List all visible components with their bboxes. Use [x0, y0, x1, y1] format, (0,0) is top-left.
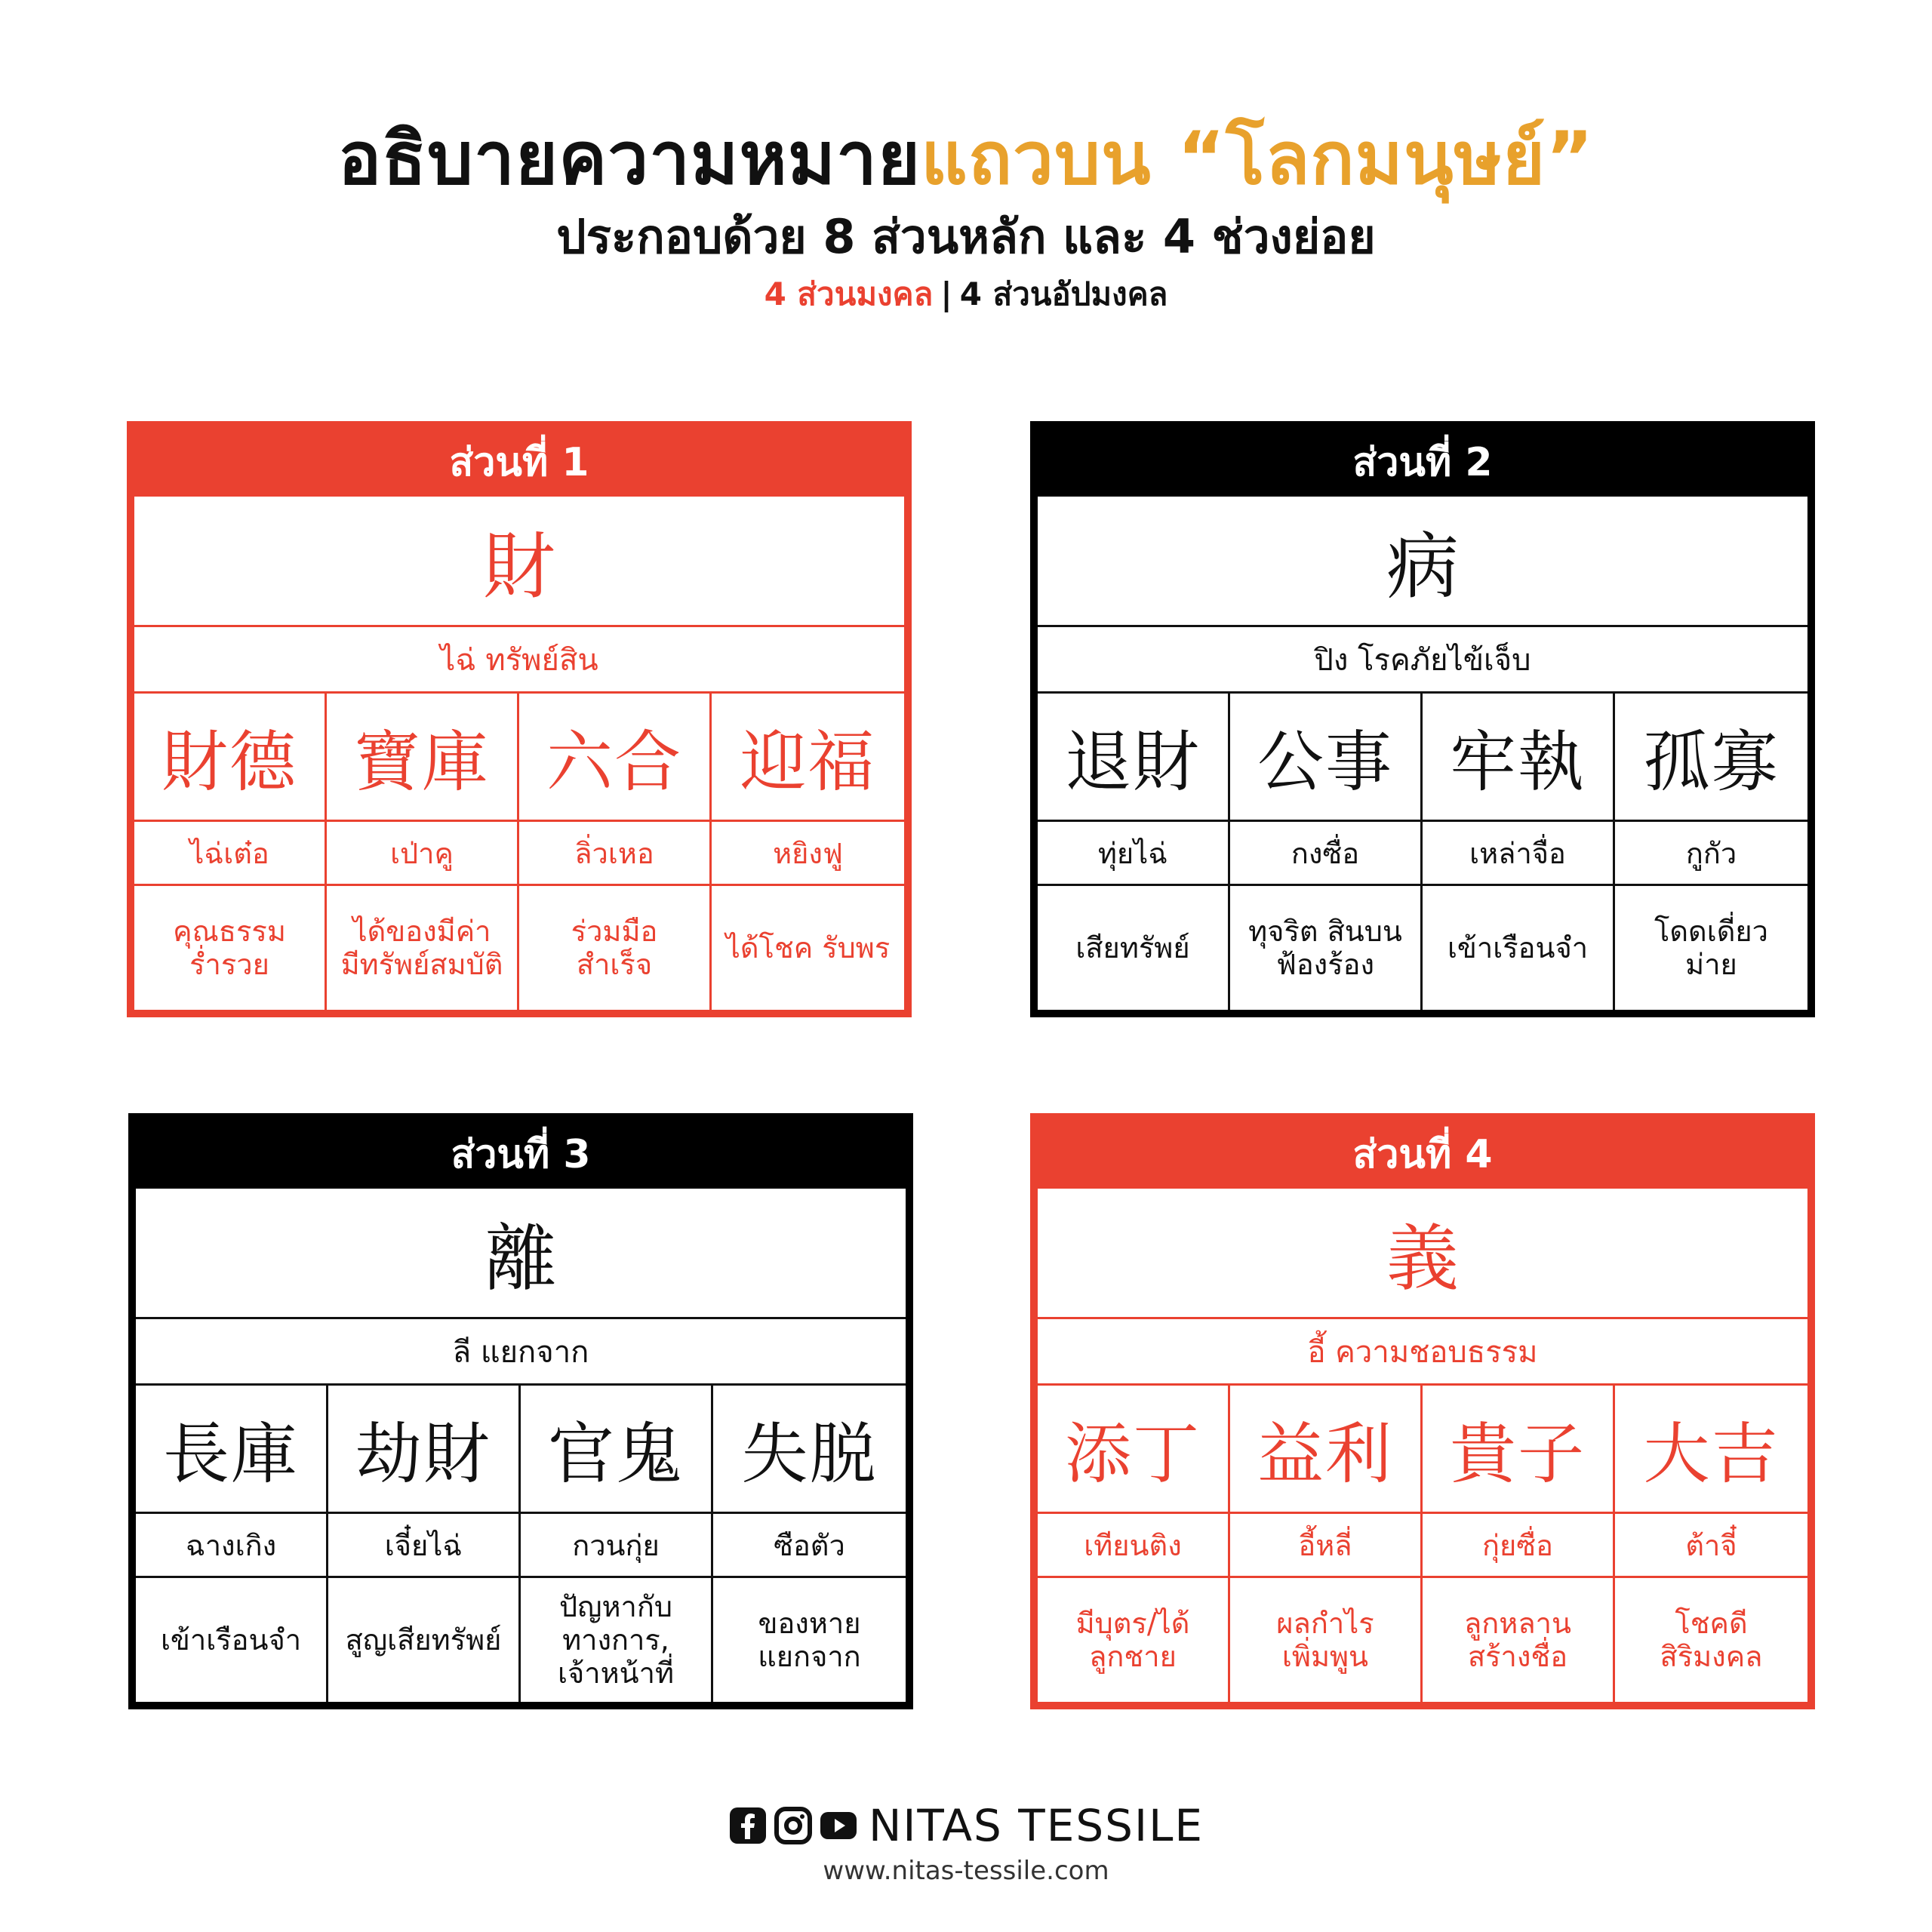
sub-character: 孤寡: [1615, 694, 1807, 822]
sub-character: 官鬼: [521, 1386, 713, 1514]
main-meaning: ไฉ่ ทรัพย์สิน: [134, 627, 904, 694]
sub-description: ได้โชค รับพร: [725, 931, 891, 964]
sub-reading: ไฉ่เต๋อ: [134, 822, 327, 886]
brand-name: NITAS TESSILE: [868, 1800, 1204, 1851]
sub-character: 大吉: [1615, 1386, 1807, 1514]
sub-grid: [1038, 1386, 1807, 1702]
sub-description: เข้าเรือนจำ: [136, 1578, 328, 1702]
sub-description: โดดเดี่ยว ม่าย: [1654, 915, 1769, 981]
sub-description: คุณธรรม ร่ำรวย: [134, 886, 327, 1010]
sub-reading: เหล่าจื่อ: [1423, 822, 1615, 886]
sub-description: ของหาย แยกจาก: [758, 1607, 861, 1673]
sub-grid: [136, 1386, 906, 1702]
sub-description: ทุจริต สินบน ฟ้องร้อง: [1230, 886, 1423, 1010]
sub-character: 公事: [1230, 694, 1423, 822]
page-subtitle: ประกอบด้วย 8 ส่วนหลัก และ 4 ช่วงย่อย: [556, 209, 1376, 264]
card-title: ส่วนที่ 1: [134, 429, 904, 497]
sub-reading: อี้หลี่: [1230, 1514, 1423, 1578]
sub-character: 財德: [134, 694, 327, 822]
sub-character: 牢執: [1423, 694, 1615, 822]
sub-reading: ฉางเกิง: [136, 1514, 328, 1578]
main-meaning: ปิง โรคภัยไข้เจ็บ: [1038, 627, 1807, 694]
website-link[interactable]: www.nitas-tessile.com: [823, 1856, 1109, 1886]
sub-reading: ต้าจี๋: [1615, 1514, 1807, 1578]
sub-character: 迎福: [712, 694, 904, 822]
sub-reading: กวนกุ่ย: [521, 1514, 713, 1578]
footer: [0, 1800, 1932, 1886]
sub-character: 益利: [1230, 1386, 1423, 1514]
sub-description: สูญเสียทรัพย์: [328, 1578, 521, 1702]
sub-reading: กงซื่อ: [1230, 822, 1423, 886]
brand-row: [0, 1800, 1932, 1851]
legend-note: [0, 273, 1932, 315]
sub-character: 退財: [1038, 694, 1230, 822]
facebook-icon[interactable]: [728, 1806, 768, 1845]
sub-reading: ลิ่วเหอ: [519, 822, 712, 886]
sub-character: 寶庫: [327, 694, 519, 822]
page-title: [0, 113, 1932, 204]
card-title: ส่วนที่ 4: [1038, 1121, 1807, 1189]
main-character: 離: [136, 1189, 906, 1319]
main-meaning: ลี แยกจาก: [136, 1319, 906, 1386]
sub-character: 劫財: [328, 1386, 521, 1514]
sub-grid: [1038, 694, 1807, 1010]
sub-description: เข้าเรือนจำ: [1423, 886, 1615, 1010]
sub-reading: เจี๋ยไฉ่: [328, 1514, 521, 1578]
header: [0, 113, 1932, 315]
sub-reading: เทียนติง: [1038, 1514, 1230, 1578]
card-title: ส่วนที่ 3: [136, 1121, 906, 1189]
note-separator: |: [940, 275, 952, 312]
sub-reading: กุ่ยซื่อ: [1423, 1514, 1615, 1578]
youtube-icon[interactable]: [819, 1806, 858, 1845]
sub-reading: ซือตัว: [713, 1514, 906, 1578]
sub-character: 添丁: [1038, 1386, 1230, 1514]
sub-description: ลูกหลาน สร้างชื่อ: [1423, 1578, 1615, 1702]
sub-character: 六合: [519, 694, 712, 822]
sub-reading: เป่าคู: [327, 822, 519, 886]
sub-description: เสียทรัพย์: [1038, 886, 1230, 1010]
card-part-3: [128, 1113, 913, 1709]
note-auspicious: 4 ส่วนมงคล: [764, 275, 934, 312]
main-character: 義: [1038, 1189, 1807, 1319]
title-main: อธิบายความหมาย: [337, 116, 921, 201]
sub-grid: [134, 694, 904, 1010]
main-character: 財: [134, 497, 904, 627]
sub-character: 失脱: [713, 1386, 906, 1514]
sub-description: ปัญหากับ ทางการ, เจ้าหน้าที่: [521, 1578, 713, 1702]
main-meaning: อี้ ความชอบธรรม: [1038, 1319, 1807, 1386]
note-inauspicious: 4 ส่วนอัปมงคล: [959, 275, 1168, 312]
sub-description: มีบุตร/ได้ ลูกชาย: [1038, 1578, 1230, 1702]
card-title: ส่วนที่ 2: [1038, 429, 1807, 497]
instagram-icon[interactable]: [774, 1806, 813, 1845]
card-part-2: [1030, 421, 1815, 1017]
sub-reading: กูกัว: [1615, 822, 1807, 886]
sub-reading: หยิงฟู: [712, 822, 904, 886]
card-part-1: [127, 421, 912, 1017]
title-highlight: แถวบน “โลกมนุษย์”: [921, 116, 1595, 201]
sub-description: โชคดี สิริมงคล: [1660, 1607, 1763, 1673]
sub-description: ร่วมมือ สำเร็จ: [519, 886, 712, 1010]
sub-description: ได้ของมีค่า มีทรัพย์สมบัติ: [327, 886, 519, 1010]
card-part-4: [1030, 1113, 1815, 1709]
sub-description: ผลกำไร เพิ่มพูน: [1230, 1578, 1423, 1702]
sub-character: 長庫: [136, 1386, 328, 1514]
sub-reading: ทุ่ยไฉ่: [1038, 822, 1230, 886]
sub-character: 貴子: [1423, 1386, 1615, 1514]
main-character: 病: [1038, 497, 1807, 627]
